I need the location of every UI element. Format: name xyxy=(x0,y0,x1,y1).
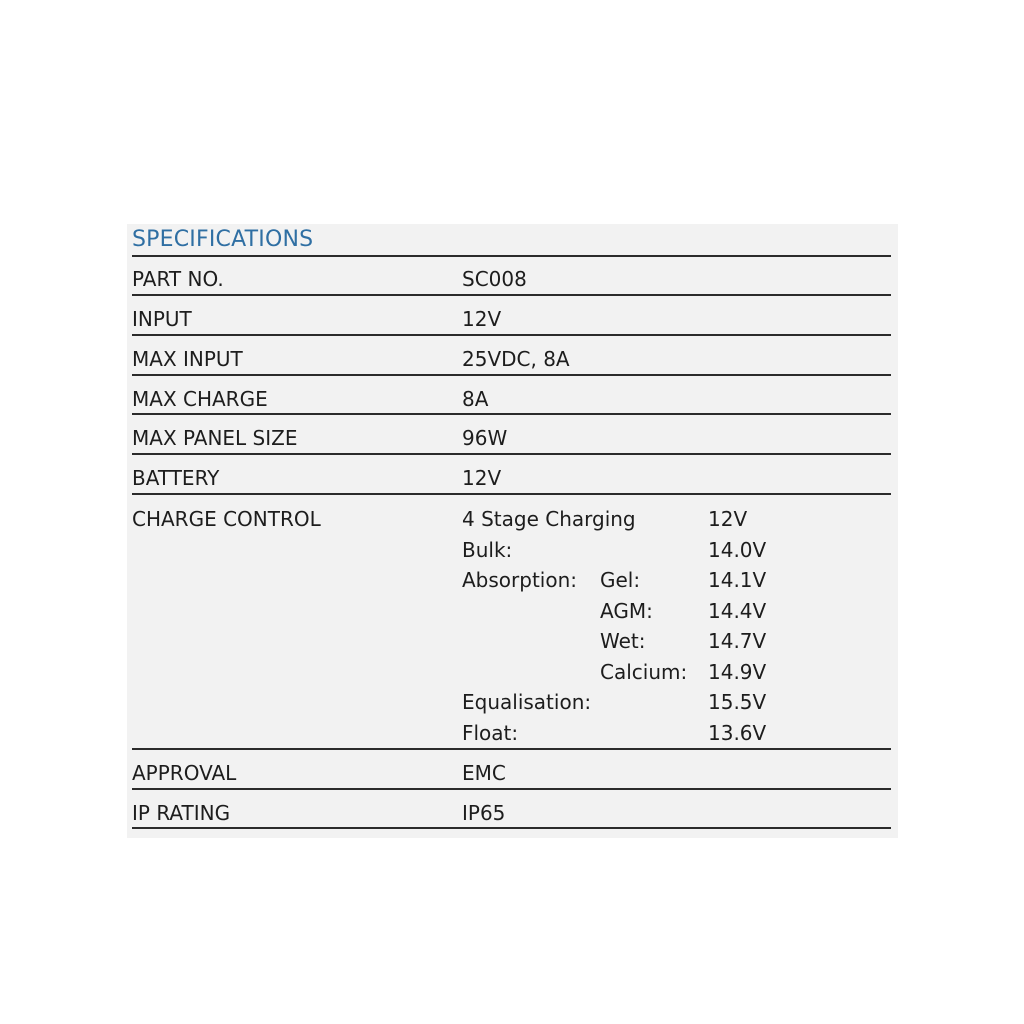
absorption-value-gel: 14.1V xyxy=(708,568,767,592)
table-rule xyxy=(132,334,891,336)
bulk-value: 14.0V xyxy=(708,538,767,562)
table-rule xyxy=(132,453,891,455)
row-label-max-input: MAX INPUT xyxy=(132,347,243,371)
table-rule xyxy=(132,788,891,790)
absorption-type-agm: AGM: xyxy=(600,599,653,623)
equalisation-label: Equalisation: xyxy=(462,690,592,714)
row-label-ip-rating: IP RATING xyxy=(132,801,231,825)
absorption-value-calcium: 14.9V xyxy=(708,660,767,684)
row-value-max-input: 25VDC, 8A xyxy=(462,347,570,371)
row-label-input: INPUT xyxy=(132,307,192,331)
specifications-panel xyxy=(127,224,898,838)
absorption-type-wet: Wet: xyxy=(600,629,646,653)
row-value-max-charge: 8A xyxy=(462,387,489,411)
absorption-label: Absorption: xyxy=(462,568,577,592)
absorption-type-gel: Gel: xyxy=(600,568,641,592)
table-rule xyxy=(132,413,891,415)
row-value-approval: EMC xyxy=(462,761,506,785)
row-label-max-panel-size: MAX PANEL SIZE xyxy=(132,426,298,450)
absorption-value-agm: 14.4V xyxy=(708,599,767,623)
table-rule xyxy=(132,374,891,376)
absorption-value-wet: 14.7V xyxy=(708,629,767,653)
table-rule xyxy=(132,255,891,257)
charge-stage-value: 12V xyxy=(708,507,748,531)
row-label-approval: APPROVAL xyxy=(132,761,237,785)
row-value-battery: 12V xyxy=(462,466,502,490)
absorption-type-calcium: Calcium: xyxy=(600,660,688,684)
row-value-input: 12V xyxy=(462,307,502,331)
float-label: Float: xyxy=(462,721,519,745)
table-rule xyxy=(132,493,891,495)
row-label-part-no: PART NO. xyxy=(132,267,224,291)
table-rule xyxy=(132,748,891,750)
charge-stage-label: 4 Stage Charging xyxy=(462,507,636,531)
float-value: 13.6V xyxy=(708,721,767,745)
table-rule xyxy=(132,827,891,829)
specifications-title: SPECIFICATIONS xyxy=(132,227,314,252)
row-value-max-panel-size: 96W xyxy=(462,426,508,450)
row-label-charge-control: CHARGE CONTROL xyxy=(132,507,321,531)
row-value-part-no: SC008 xyxy=(462,267,527,291)
table-rule xyxy=(132,294,891,296)
equalisation-value: 15.5V xyxy=(708,690,767,714)
row-value-ip-rating: IP65 xyxy=(462,801,506,825)
row-label-max-charge: MAX CHARGE xyxy=(132,387,268,411)
bulk-label: Bulk: xyxy=(462,538,513,562)
row-label-battery: BATTERY xyxy=(132,466,220,490)
